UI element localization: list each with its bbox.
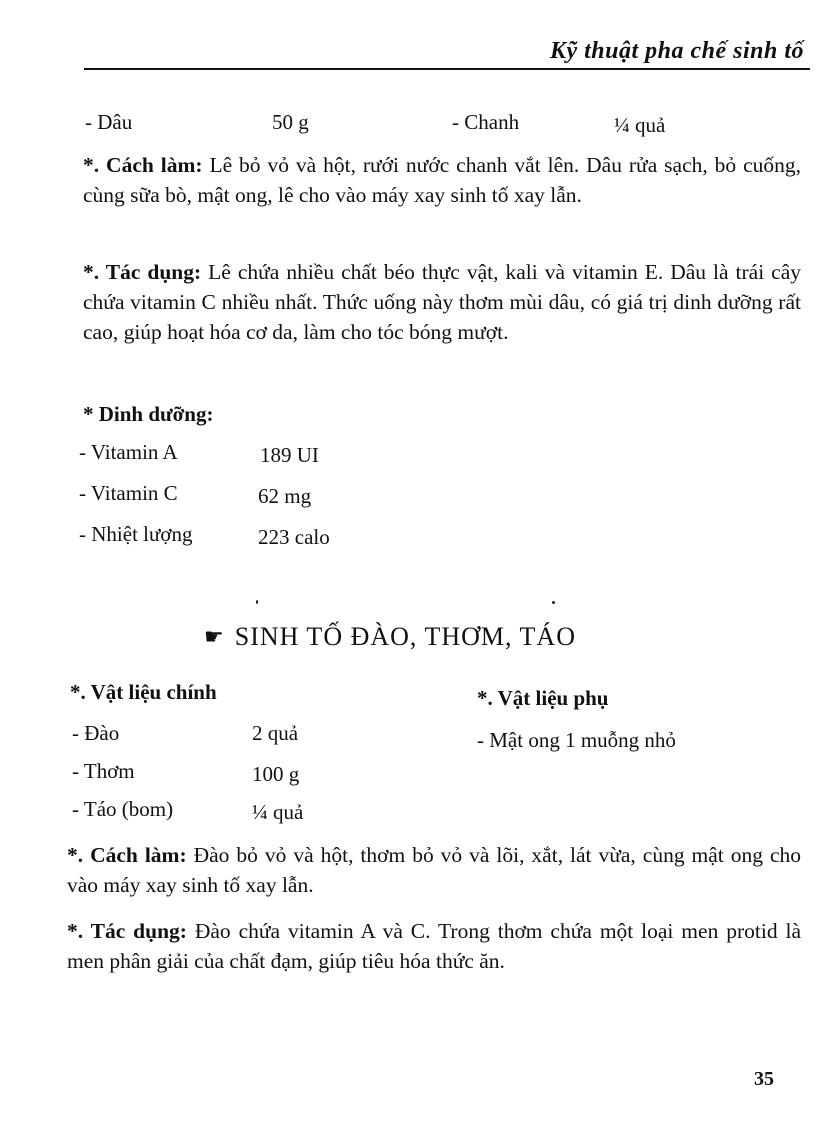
- scan-speck: [552, 601, 555, 604]
- method-text: Lê bỏ vỏ và hột, rưới nước chanh vắt lên. Dâu rửa sạch, bỏ cuống, cùng sữa bò, mật ong, lê cho vào máy xay sinh tố xay lẫn.: [83, 153, 801, 207]
- page-number: 35: [754, 1068, 774, 1090]
- ingredient-amount: ¼ quả: [252, 800, 304, 824]
- header-divider: [84, 68, 810, 70]
- nutrition-value: 62 mg: [258, 484, 312, 508]
- method-label: *. Cách làm:: [83, 153, 203, 177]
- scan-speck: [256, 600, 258, 604]
- method-label: *. Cách làm:: [67, 843, 187, 867]
- ingredient-name: - Táo (bom): [72, 797, 174, 821]
- effect-text: Đào chứa vitamin A và C. Trong thơm chứa một loại men protid là men phân giải của chất đạm, giúp tiêu hóa thức ăn.: [67, 919, 801, 973]
- effect-label: *. Tác dụng:: [83, 260, 202, 284]
- hand-pointer-icon: ☛: [204, 625, 225, 650]
- ingredient-amount: 2 quả: [252, 721, 299, 745]
- recipe-title-text: SINH TỐ ĐÀO, THƠM, TÁO: [234, 622, 576, 651]
- ingredient-name: - Dâu: [85, 110, 133, 134]
- ingredient-name: - Thơm: [72, 759, 135, 783]
- nutrition-value: 223 calo: [258, 525, 330, 549]
- effect-paragraph: [67, 916, 801, 976]
- method-paragraph: [67, 840, 801, 900]
- ingredient-name: - Chanh: [452, 110, 520, 134]
- effect-label: *. Tác dụng:: [67, 919, 187, 943]
- running-header: Kỹ thuật pha chế sinh tố: [549, 38, 804, 64]
- ingredient-name: - Đào: [72, 721, 120, 745]
- ingredient-amount: ¼ quả: [614, 113, 666, 137]
- nutrition-name: - Nhiệt lượng: [79, 522, 193, 546]
- main-ingredients-heading: *. Vật liệu chính: [70, 680, 217, 704]
- effect-text: Lê chứa nhiều chất béo thực vật, kali và vitamin E. Dâu là trái cây chứa vitamin C nhiều nhất. Thức uống này thơm mùi dâu, có giá trị dinh dưỡng rất cao, giúp hoạt hóa cơ da, làm cho tóc bóng mượt.: [83, 260, 802, 344]
- nutrition-heading: * Dinh dưỡng:: [83, 402, 214, 426]
- ingredient-amount: 50 g: [272, 110, 309, 134]
- effect-paragraph: [83, 257, 801, 347]
- method-paragraph: [83, 150, 801, 210]
- extra-ingredient-item: - Mật ong 1 muỗng nhỏ: [477, 728, 676, 752]
- extra-ingredients-heading: *. Vật liệu phụ: [477, 686, 609, 710]
- ingredient-amount: 100 g: [252, 762, 300, 786]
- method-text: Đào bỏ vỏ và hột, thơm bỏ vỏ và lõi, xắt, lát vừa, cùng mật ong cho vào máy xay sinh tố xay lẫn.: [67, 843, 802, 897]
- nutrition-value: 189 UI: [260, 443, 319, 467]
- nutrition-name: - Vitamin C: [79, 481, 178, 505]
- recipe-title: [204, 622, 576, 652]
- nutrition-name: - Vitamin A: [79, 440, 178, 464]
